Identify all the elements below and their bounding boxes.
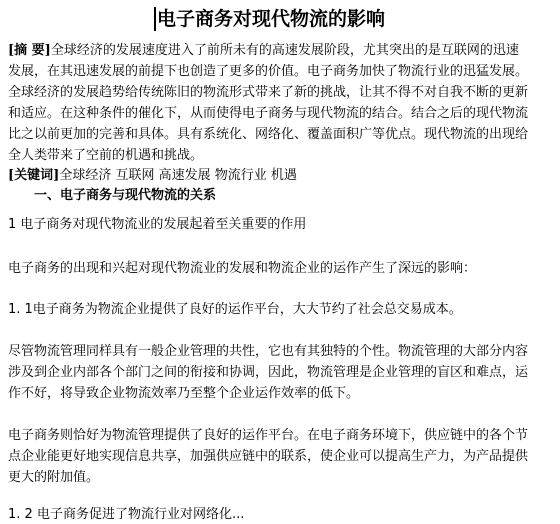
- text-cursor: [154, 7, 156, 31]
- abstract-label: [摘 要]: [8, 43, 51, 58]
- paragraph-line: 更大的附加值。: [8, 470, 100, 485]
- abstract-line: 比之以前更加的完善和具体。具有系统化、网络化、覆盖面积广等优点。现代物流的出现给: [8, 127, 529, 142]
- abstract-line: 全人类带来了空前的机遇和挑战。: [8, 148, 204, 163]
- paragraph: 电子商务的出现和兴起对现代物流业的发展和物流企业的运作产生了深远的影响：: [8, 261, 477, 276]
- section-heading: 一、电子商务与现代物流的关系: [34, 188, 217, 203]
- paragraph-line: 作不好，将导致企业物流效率乃至整个企业运作效率的低下。: [8, 386, 360, 401]
- abstract-line: 发展，在其迅速发展的前提下也创造了更多的价值。电子商务加快了物流行业的迅猛发展。: [8, 64, 529, 79]
- document-title: 电子商务对现代物流的影响: [157, 8, 386, 30]
- keywords-label: [关键词]: [8, 168, 60, 183]
- abstract-line: [8, 42, 519, 60]
- paragraph: 1 电子商务对现代物流业的发展起着至关重要的作用: [8, 217, 307, 232]
- keywords-line: [8, 167, 297, 185]
- abstract-line: 全球经济的发展趋势给传统陈旧的物流形式带来了新的挑战，让其不得不对自我不断的更新: [8, 85, 529, 100]
- abstract-text: 全球经济的发展速度进入了前所未有的高速发展阶段，尤其突出的是互联网的迅速: [50, 43, 519, 58]
- paragraph: 1. 1电子商务为物流企业提供了良好的运作平台，大大节约了社会总交易成本。: [8, 302, 462, 317]
- paragraph-line: 点企业能更好地实现信息共享，加强供应链中的联系，使企业可以提高生产力，为产品提供: [8, 449, 529, 464]
- paragraph-line: 涉及到企业内部各个部门之间的衔接和协调，因此，物流管理是企业管理的盲区和难点，运: [8, 365, 529, 380]
- paragraph-partial: 1. 2 电子商务促进了物流行业对网络化...: [8, 507, 245, 522]
- paragraph-line: 电子商务则恰好为物流管理提供了良好的运作平台。在电子商务环境下，供应链中的各个节: [8, 428, 529, 443]
- paragraph-line: 尽管物流管理同样具有一般企业管理的共性，它也有其独特的个性。物流管理的大部分内容: [8, 344, 529, 359]
- abstract-line: 和适应。在这种条件的催化下，从而使得电子商务与现代物流的结合。结合之后的现代物流: [8, 106, 529, 121]
- keywords-text: 全球经济 互联网 高速发展 物流行业 机遇: [59, 168, 297, 183]
